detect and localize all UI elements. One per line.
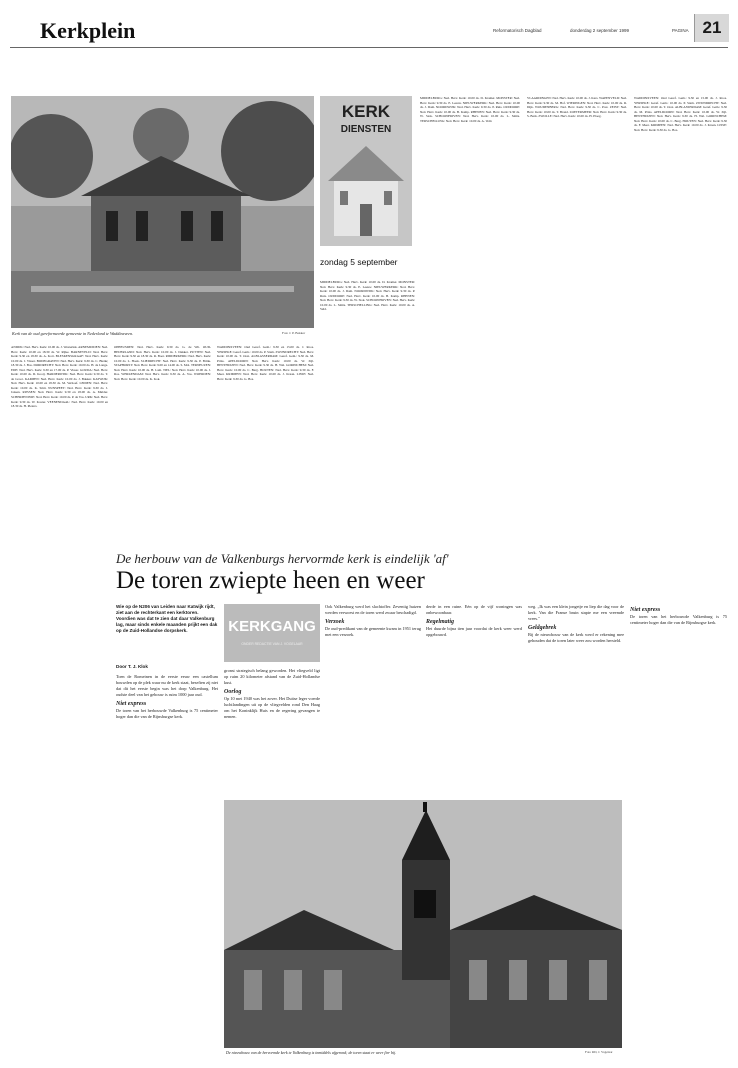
listing-column-mid2: WADDINXVEEN: Oud Geref. Gem.: 9.30 en 15.00 ds. J. Roos. YERSEKE: Geref. Gem.: 10.00 ds. P. Stam. ZWIJNDRECHT: Ned. Herv. Kerk: 10.00 ds. T. Oost. ALBLASSERDAM: Geref. Gem.: 9.30 ds. M. Prins. APELDOORN: Ned. Herv. Kerk: 10.00 ds. W. Zijl. BENTHUIZEN: Ned. Herv. Kerk: 9.30 ds. H. Wal. GORINCHEM: Ned. Herv. Kerk: 10.00 ds. C. Berg. HOUTEN: Ned. Herv. Kerk: 9.30 ds. F. Meer. KRIMPEN: Ned. Herv. Kerk: 10.00 ds. J. Kraan. LISSE: Ned. Herv. Kerk: 9.30 ds. G. Bos. — [217, 345, 314, 381]
kerkdiensten-logo-box — [320, 96, 412, 246]
section-title: Kerkplein — [40, 18, 136, 43]
article-col1 — [116, 674, 218, 1054]
listing-column-mid: OPHEUSDEN: Ned. Herv. Kerk: 9.30 ds. G. de Wit. OUD-BEIJERLAND: Ned. Herv. Kerk: 10.00 ds. J. Dekker. PUTTEN: Ned. Herv. Kerk: 9.30 en 18.30 ds. R. Boer. RIDDERKERK: Ned. Herv. Kerk: 10.00 ds. L. Hoek. SLIEDRECHT: Ned. Herv. Kerk: 9.30 ds. P. Brink. STAPHORST: Ned. Herv. Kerk: 9.00 en 14.00 ds. S. Mol. TERNEUZEN: Ned. Herv. Kerk: 10.00 ds. H. Lam. TIEL: Ned. Herv. Kerk: 10.00 ds. J. Ros. WERKENDAM: Ned. Herv. Kerk: 9.30 ds. A. Vos. WOERDEN: Ned. Herv. Kerk: 10.00 ds. K. Kok. — [114, 345, 211, 381]
kerk-logo-line2: DIENSTEN — [340, 124, 392, 135]
article-col3 — [325, 604, 421, 794]
valkenburg-church-photo — [224, 800, 622, 1048]
page-number: 21 — [702, 18, 722, 37]
kerkgang-sub: ONDER REDACTIE VAN J. VOGELAAR — [241, 642, 303, 646]
article-col3-text: Ook Valkenburg werd het slachtoffer. Zeventig huizen werden verwoest en de toren werd zwaar beschadigd. — [325, 604, 421, 615]
subhead-geldgebrek: Geldgebrek — [528, 625, 557, 631]
kerkgang-title: KERKGANG — [228, 618, 316, 635]
church-photo — [11, 96, 314, 328]
article-headline: De toren zwiepte heen en weer — [116, 567, 425, 594]
article-col1-text: Toen de Romeinen in de eerste eeuw een castellum bouwden op de plek waar nu de kerk staat, beseften zij niet dat dit het eerste begin was het dorp Valkenburg. Het oudste deel van het gebouw is ruim 1000 jaar oud. — [116, 674, 218, 697]
article-col4-text2: Het duurde bijna tien jaar voordat de kerk weer werd opgebouwd. — [426, 626, 522, 637]
article-col3-text2: De oud-predikant van de gemeente kwam in 1951 terug met een verzoek. — [325, 626, 421, 637]
church-illustration — [11, 96, 314, 328]
page-number-box — [694, 14, 729, 42]
page-label: PAGINA — [672, 28, 689, 33]
article-col2 — [224, 668, 320, 796]
article-col4 — [426, 604, 522, 794]
article-col5-text: weg. „Ik was een klein jongetje en liep die dag voor de kerk. Van die Franse bruin stapte me een vreemde vrees." — [528, 604, 624, 621]
article-col2-text2: Op 10 mei 1940 was het zover. Het Duitse leger voerde luchtlandingen uit op de vliegvelden rond Den Haag om het Koninklijk Huis en de regering gevangen te nemen. — [224, 696, 320, 719]
article-col6 — [630, 604, 727, 1054]
photo1-caption: Kerk van de oud gereformeerde gemeente in Nederland te Waddinxveen. — [12, 331, 134, 336]
listing-column-left: ANDIJK: Ned. Herv. Kerk: 10.00 ds. J. Westerink. ARNEMUIDEN: Ned. Herv. Kerk: 10.00 en 18.30 ds. W. Rijke. BARNEVELD: Ned. Herv. Kerk: 9.30 en 18.30 ds. A. Kort. BLESKENSGRAAF: Ned. Herv. Kerk: 10.00 ds. J. Visser. BODEGRAVEN: Ned. Herv. Kerk: 9.30 ds. C. Blenk; 18.30 ds. J. Bos. DORDRECHT: Ned. Herv. Kerk: 10.00 ds. H. de Lange. EDE: Ned. Herv. Kerk: 9.30 en 17.00 ds. P. Visser. GOUDA: Ned. Herv. Kerk: 10.00 ds. D. Kooij. HARDERWIJK: Ned. Herv. Kerk: 9.30 ds. T. de Groot. KAMPEN: Ned. Herv. Kerk: 10.00 ds. J. Bakker. KATWIJK: Ned. Herv. Kerk: 10.00 en 18.30 ds. M. Verhoef. LEIDEN: Ned. Herv. Kerk: 10.00 ds. K. Smit. NUNSPEET: Ned. Herv. Kerk: 9.30 ds. J. Jansen. RIJSSEN: Ned. Herv. Kerk: 9.30 en 18.00 ds. A. Mulder. SCHERPENISSE: Ned. Herv. Kerk: 10.00 ds. P. de Vos. URK: Ned. Herv. Kerk: 9.30 ds. W. Koster. VEENENDAAL: Ned. Herv. Kerk: 10.00 en 18.30 ds. H. Pieters. — [11, 345, 108, 409]
listing-column-mid3: MIDDELBURG: Ned. Herv. Kerk: 10.00 ds. D. Kramer. MONSTER: Ned. Herv. Kerk: 9.30 ds. E. Leeuw. NIEUWERKERK: Ned. Herv. Kerk: 10.00 ds. J. Dam. NOORDWIJK: Ned. Herv. Kerk: 9.30 ds. P. Ruis. OUDDORP: Ned. Herv. Kerk: 10.00 ds. B. Kamp. RHENEN: Ned. Herv. Kerk: 9.30 ds. W. Stok. SCHOONHOVEN: Ned. Herv. Kerk: 10.00 ds. L. Smits. TERSCHELLING: Ned. Herv. Kerk: 10.00 ds. A. Veld. — [320, 280, 415, 312]
section-header-bar — [10, 10, 728, 46]
article-col2-text: gronst strategisch belang geworden. Het vliegveld ligt op ruim 20 kilometer afstand van de Zuid-Hollandse kust. — [224, 668, 320, 685]
newspaper-name: Reformatorisch Dagblad — [493, 28, 542, 33]
article-kicker: De herbouw van de Valkenburgs hervormde kerk is eindelijk 'af' — [116, 551, 449, 566]
subhead-niet-express: Niet express — [630, 607, 661, 613]
subhead-zwiepters: Niet express — [116, 701, 147, 707]
tower-illustration — [224, 800, 622, 1048]
kerkdiensten-date: zondag 5 september — [320, 257, 398, 267]
photo2-caption: De nieuwbouw van de hervormde kerk te Valkenburg is inmiddels afgerond; de toren staat er weer fier bij. — [226, 1050, 397, 1055]
photo1-credit: Foto J. P. Bakker — [282, 331, 306, 335]
issue-date: donderdag 2 september 1999 — [570, 28, 630, 33]
listing-column-right3: WADDINXVEEN: Oud Geref. Gem.: 9.30 en 15.00 ds. J. Roos. YERSEKE: Geref. Gem.: 10.00 ds. P. Stam. ZWIJNDRECHT: Ned. Herv. Kerk: 10.00 ds. T. Oost. ALBLASSERDAM: Geref. Gem.: 9.30 ds. M. Prins. APELDOORN: Ned. Herv. Kerk: 10.00 ds. W. Zijl. BENTHUIZEN: Ned. Herv. Kerk: 9.30 ds. H. Wal. GORINCHEM: Ned. Herv. Kerk: 10.00 ds. C. Berg. HOUTEN: Ned. Herv. Kerk: 9.30 ds. F. Meer. KRIMPEN: Ned. Herv. Kerk: 10.00 ds. J. Kraan. LISSE: Ned. Herv. Kerk: 9.30 ds. G. Bos. — [634, 96, 727, 132]
listing-column-right2: VLAARDINGEN: Ned. Herv. Kerk: 10.00 ds. J. Kers. WAPENVELD: Ned. Herv. Kerk: 9.30 ds. M. Hof. WIERINGEN: Ned. Herv. Kerk: 10.00 ds. R. Dijk. WOUDENBERG: Ned. Herv. Kerk: 9.30 ds. C. Post. ZEIST: Ned. Herv. Kerk: 10.00 ds. T. Brand. ZOETERMEER: Ned. Herv. Kerk: 9.30 ds. S. Berk. ZWOLLE: Ned. Herv. Kerk: 10.00 ds. H. Ploeg. — [527, 96, 627, 119]
subhead-verzoek: Verzoek — [325, 619, 345, 625]
article-author: Door T. J. Klok — [116, 664, 148, 669]
article-col1-text2: De toren van het herbouwde Valkenburg is 75 centimeter hoger dan die van de Rijnsburgse kerk. — [116, 708, 218, 719]
article-col4-text: derde in een ruine. Eén op de vijf woningen was onbewoonbaar. — [426, 604, 522, 615]
kerkgang-logo — [224, 604, 320, 662]
kerk-logo-line1: KERK — [341, 102, 391, 121]
photo2-credit: Foto RD, J. Vogelaar — [585, 1050, 613, 1054]
subhead-oorlog: Oorlog — [224, 689, 242, 695]
article-col5-text2: Bij de nieuwbouw van de kerk werd er rekening mee gehouden dat de toren later weer zou worden hersteld. — [528, 632, 624, 643]
article-col6-text: De toren van het herbouwde Valkenburg is 75 centimeter hoger dan die van de Rijnsburgse kerk. — [630, 614, 727, 625]
article-lead: Wie op de N206 van Leiden naar Katwijk rijdt, ziet aan de rechterkant een kerktoren. Voordien was dat te zien dat daar Valkenburg lag, maar sinds enkele maanden prijkt een dak op de Zuid-Hollandse dorpskerk. — [116, 604, 218, 634]
header-rule — [10, 47, 728, 48]
listing-column-right1: MIDDELBURG: Ned. Herv. Kerk: 10.00 ds. D. Kramer. MONSTER: Ned. Herv. Kerk: 9.30 ds. E. Leeuw. NIEUWERKERK: Ned. Herv. Kerk: 10.00 ds. J. Dam. NOORDWIJK: Ned. Herv. Kerk: 9.30 ds. P. Ruis. OUDDORP: Ned. Herv. Kerk: 10.00 ds. B. Kamp. RHENEN: Ned. Herv. Kerk: 9.30 ds. W. Stok. SCHOONHOVEN: Ned. Herv. Kerk: 10.00 ds. L. Smits. TERSCHELLING: Ned. Herv. Kerk: 10.00 ds. A. Veld. — [420, 96, 520, 123]
subhead-regelmatig: Regelmatig — [426, 619, 454, 625]
